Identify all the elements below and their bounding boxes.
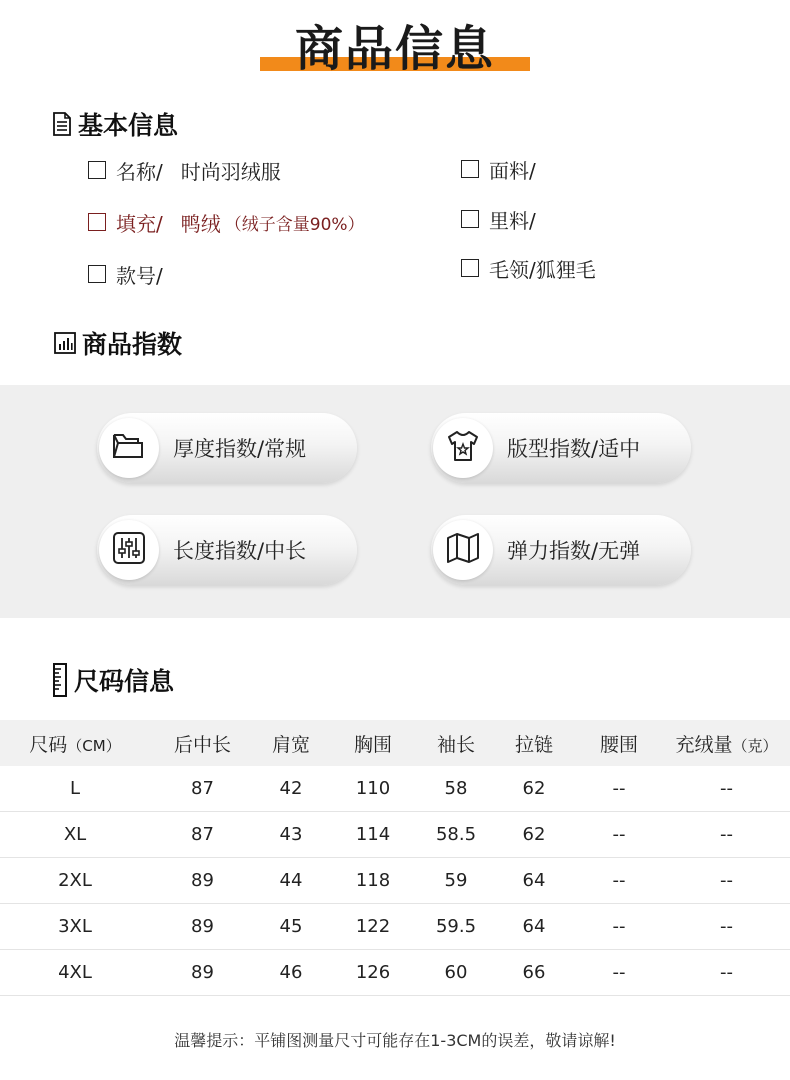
ruler-icon bbox=[52, 663, 68, 697]
bar-chart-icon bbox=[54, 332, 76, 354]
table-cell: 110 bbox=[355, 778, 391, 799]
table-cell: -- bbox=[720, 916, 733, 937]
info-label: 款号/ bbox=[116, 263, 163, 288]
document-icon bbox=[52, 112, 72, 136]
index-label: 长度指数/中长 bbox=[173, 539, 307, 563]
info-item-filling bbox=[88, 207, 365, 237]
table-cell: 2XL bbox=[58, 870, 92, 891]
checkbox[interactable] bbox=[461, 259, 479, 277]
table-header-cell: 充绒量（克） bbox=[675, 733, 778, 756]
table-header-cell: 拉链 bbox=[514, 733, 553, 756]
index-pill-fit bbox=[431, 413, 691, 483]
table-cell: 87 bbox=[191, 824, 214, 845]
index-label: 弹力指数/无弹 bbox=[507, 539, 641, 563]
table-header-cell: 后中长 bbox=[173, 733, 231, 756]
table-cell: L bbox=[69, 778, 81, 799]
checkbox[interactable] bbox=[88, 265, 106, 283]
index-pill-elasticity bbox=[431, 515, 691, 585]
table-cell: 126 bbox=[355, 962, 391, 983]
tshirt-icon bbox=[445, 429, 481, 467]
index-pill-thickness bbox=[97, 413, 357, 483]
table-cell: 122 bbox=[355, 916, 391, 937]
info-label: 毛领/狐狸毛 bbox=[489, 257, 596, 282]
basic-info-heading bbox=[52, 106, 178, 142]
info-item-lining bbox=[461, 204, 536, 234]
table-cell: 64 bbox=[522, 870, 546, 891]
info-value: 鸭绒 bbox=[180, 211, 221, 236]
table-cell: -- bbox=[612, 916, 626, 937]
table-header-cell: 肩宽 bbox=[271, 733, 310, 756]
info-item-name bbox=[88, 155, 281, 185]
basic-info-heading-text: 基本信息 bbox=[78, 111, 179, 140]
table-cell: -- bbox=[720, 870, 733, 891]
index-icon-circle bbox=[99, 520, 159, 580]
table-header-cell: 胸围 bbox=[353, 733, 392, 756]
index-band bbox=[0, 385, 790, 618]
product-index-heading bbox=[54, 325, 182, 361]
sliders-icon bbox=[112, 531, 146, 569]
table-cell: 89 bbox=[191, 870, 214, 891]
table-cell: -- bbox=[720, 824, 733, 845]
table-cell: 118 bbox=[355, 870, 391, 891]
table-row bbox=[0, 950, 790, 996]
table-header-row bbox=[0, 720, 790, 766]
info-label: 里料/ bbox=[489, 208, 536, 233]
map-fold-icon bbox=[445, 532, 481, 568]
size-info-heading bbox=[52, 662, 174, 698]
info-label: 面料/ bbox=[489, 158, 536, 183]
measurement-tip: 温馨提示：平铺图测量尺寸可能存在1-3CM的误差，敬请谅解! bbox=[174, 1031, 616, 1050]
index-icon-circle bbox=[433, 418, 493, 478]
table-body bbox=[0, 766, 790, 996]
index-label: 版型指数/适中 bbox=[507, 437, 641, 461]
index-label: 厚度指数/常规 bbox=[173, 437, 307, 461]
table-cell: 44 bbox=[279, 870, 303, 891]
info-item-collar bbox=[461, 253, 596, 283]
table-cell: 62 bbox=[522, 778, 546, 799]
index-pill-length bbox=[97, 515, 357, 585]
table-header-cell: 袖长 bbox=[436, 733, 475, 756]
product-index-heading-text: 商品指数 bbox=[82, 330, 183, 359]
table-cell: 89 bbox=[191, 962, 214, 983]
table-cell: 43 bbox=[279, 824, 303, 845]
table-cell: 42 bbox=[279, 778, 303, 799]
info-label: 名称/ bbox=[116, 159, 163, 184]
checkbox[interactable] bbox=[88, 213, 106, 231]
table-cell: 64 bbox=[522, 916, 546, 937]
page-header bbox=[0, 0, 790, 80]
table-cell: 46 bbox=[279, 962, 303, 983]
table-cell: -- bbox=[612, 870, 626, 891]
info-item-style-no bbox=[88, 259, 163, 289]
table-cell: XL bbox=[63, 824, 87, 845]
table-cell: -- bbox=[612, 824, 626, 845]
table-cell: 59 bbox=[444, 870, 468, 891]
size-info-heading-text: 尺码信息 bbox=[74, 667, 175, 696]
size-table bbox=[0, 720, 790, 996]
table-cell: 59.5 bbox=[435, 916, 477, 937]
table-cell: 58 bbox=[444, 778, 468, 799]
table-row bbox=[0, 858, 790, 904]
index-icon-circle bbox=[99, 418, 159, 478]
table-cell: 66 bbox=[522, 962, 546, 983]
checkbox[interactable] bbox=[461, 210, 479, 228]
table-cell: 4XL bbox=[58, 962, 92, 983]
page-title: 商品信息 bbox=[294, 21, 495, 77]
table-cell: 45 bbox=[279, 916, 303, 937]
info-label: 填充/ bbox=[116, 211, 163, 236]
folder-icon bbox=[111, 431, 147, 465]
index-icon-circle bbox=[433, 520, 493, 580]
table-cell: 3XL bbox=[58, 916, 92, 937]
table-header-cell: 尺码（CM） bbox=[29, 733, 121, 756]
table-cell: 89 bbox=[191, 916, 214, 937]
info-value: 时尚羽绒服 bbox=[180, 159, 281, 184]
info-item-fabric bbox=[461, 154, 536, 184]
table-cell: -- bbox=[720, 962, 733, 983]
table-row bbox=[0, 904, 790, 950]
table-cell: -- bbox=[612, 962, 626, 983]
table-header-cell: 腰围 bbox=[599, 733, 638, 756]
table-cell: 58.5 bbox=[435, 824, 477, 845]
table-cell: -- bbox=[720, 778, 733, 799]
table-row bbox=[0, 766, 790, 812]
table-cell: 62 bbox=[522, 824, 546, 845]
table-row bbox=[0, 812, 790, 858]
checkbox[interactable] bbox=[461, 160, 479, 178]
checkbox[interactable] bbox=[88, 161, 106, 179]
table-cell: -- bbox=[612, 778, 626, 799]
table-cell: 87 bbox=[191, 778, 214, 799]
table-cell: 114 bbox=[355, 824, 391, 845]
info-note: （绒子含量90%） bbox=[224, 214, 365, 235]
table-cell: 60 bbox=[444, 962, 468, 983]
